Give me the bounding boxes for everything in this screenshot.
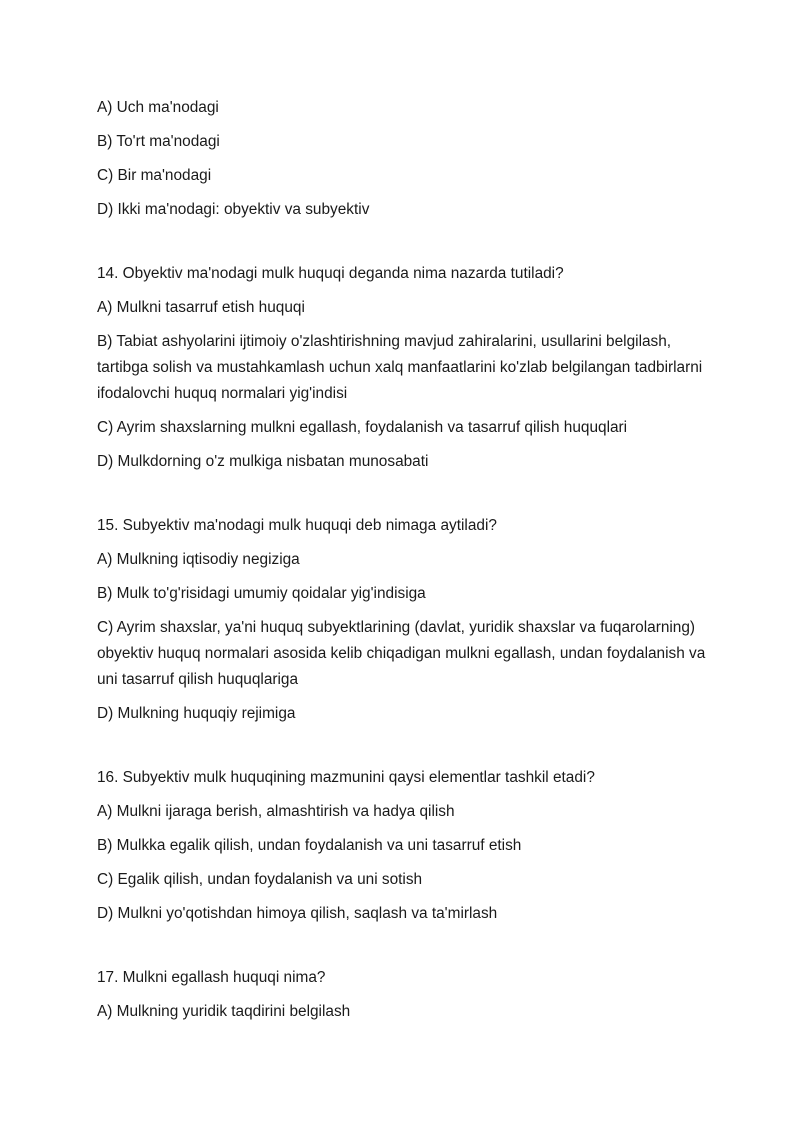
spacer [97,735,717,765]
question-16-option-d: D) Mulkni yo'qotishdan himoya qilish, saqlash va ta'mirlash [97,905,498,922]
question-15-option-b: B) Mulk to'g'risidagi umumiy qoidalar yig'indisiga [97,585,426,602]
spacer [97,935,717,965]
question-14-option-c: C) Ayrim shaxslarning mulkni egallash, foydalanish va tasarruf qilish huquqlari [97,419,628,436]
question-14-option-b: B) Tabiat ashyolarini ijtimoiy o'zlashtirishning mavjud zahiralarini, usullarini belgilash, tartibga solish va mustahkamlash uchun xalq manfaatlarini ko'zlab belgilangan tadbirlarni ifodalovchi huquq normalari yig'indisi [97,333,703,402]
question-14: 14. Obyektiv ma'nodagi mulk huquqi deganda nima nazarda tutiladi? [97,265,564,282]
question-17: 17. Mulkni egallash huquqi nima? [97,969,326,986]
question-14-option-a: A) Mulkni tasarruf etish huquqi [97,299,305,316]
option-a: A) Uch ma'nodagi [97,99,219,116]
question-16-option-c: C) Egalik qilish, undan foydalanish va uni sotish [97,871,423,888]
spacer [97,231,717,261]
question-15-option-d: D) Mulkning huquqiy rejimiga [97,705,296,722]
option-c: C) Bir ma'nodagi [97,167,212,184]
question-14-option-d: D) Mulkdorning o'z mulkiga nisbatan munosabati [97,453,429,470]
option-b: B) To'rt ma'nodagi [97,133,220,150]
question-15-option-a: A) Mulkning iqtisodiy negiziga [97,551,300,568]
question-16-option-a: A) Mulkni ijaraga berish, almashtirish va hadya qilish [97,803,455,820]
question-17-option-a: A) Mulkning yuridik taqdirini belgilash [97,1003,351,1020]
question-15-option-c: C) Ayrim shaxslar, ya'ni huquq subyektlarining (davlat, yuridik shaxslar va fuqarolarning) obyektiv huquq normalari asosida kelib chiqadigan mulkni egallash, undan foydalanish va uni tasarruf qilish huquqlariga [97,619,706,688]
question-16: 16. Subyektiv mulk huquqining mazmunini qaysi elementlar tashkil etadi? [97,769,595,786]
option-d: D) Ikki ma'nodagi: obyektiv va subyektiv [97,201,370,218]
question-15: 15. Subyektiv ma'nodagi mulk huquqi deb nimaga aytiladi? [97,517,497,534]
spacer [97,483,717,513]
question-16-option-b: B) Mulkka egalik qilish, undan foydalanish va uni tasarruf etish [97,837,522,854]
document-page [97,95,717,1033]
